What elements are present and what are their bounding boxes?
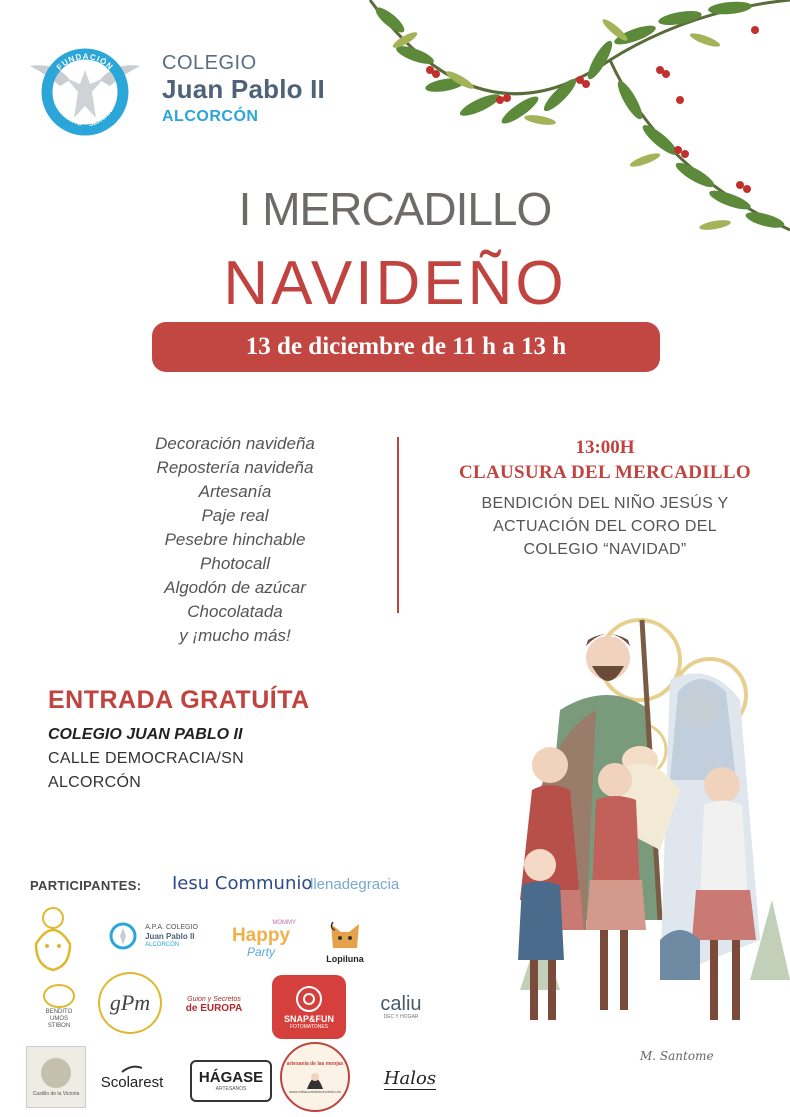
caliu-logo [368, 990, 434, 1024]
apa-colegio-logo [94, 918, 209, 954]
apa-emblem-icon [105, 921, 141, 951]
castillo-image-icon [41, 1058, 71, 1088]
happy-sub: Party [246, 945, 275, 959]
gpm-logo [98, 972, 162, 1034]
activity-item: Paje real [201, 506, 269, 525]
hagase-sub: ARTESANOS [215, 1086, 247, 1092]
event-title-line2: NAVIDEÑO [223, 249, 567, 318]
artesania-top: artesania de las monjas [286, 1060, 344, 1067]
iesu-communio-logo: Iesu Communio [172, 873, 313, 894]
scolarest-logo [96, 1060, 168, 1094]
closing-time: 13:00H [575, 437, 635, 458]
school-name: Juan Pablo II [162, 74, 325, 104]
closing-desc-line: COLEGIO “NAVIDAD” [523, 541, 687, 558]
activities-list [110, 432, 360, 648]
lemon-icon [41, 981, 77, 1009]
activity-item: Artesanía [198, 482, 272, 501]
lopiluna-text: Lopiluna [326, 954, 364, 964]
halos-logo [358, 1064, 462, 1094]
europa-line1: Guion y Secretos [187, 996, 241, 1003]
activity-item: Chocolatada [187, 602, 283, 621]
school-kicker: COLEGIO [162, 52, 257, 74]
snap-sub: FOTOMATONES [289, 1024, 329, 1030]
snap-text: SNAP&FUN [283, 1014, 334, 1024]
event-title-line1: I MERCADILLO [238, 183, 552, 235]
bendito-logo [32, 976, 86, 1034]
apa-line1: A.P.A. COLEGIO [145, 923, 198, 931]
activity-item: Photocall [200, 554, 270, 573]
emblem-text-top: FUNDACIÓN [54, 51, 116, 72]
activity-item: Repostería navideña [156, 458, 314, 477]
artesania-bottom: www.elbaucardelconvento.es [289, 1088, 341, 1094]
artesania-monjas-logo [280, 1042, 350, 1112]
event-date-banner: 13 de diciembre de 11 h a 13 h [152, 322, 660, 372]
lopiluna-logo [318, 912, 372, 970]
lady-face-logo [28, 904, 78, 974]
hagase-text: HÁGASE [198, 1069, 264, 1086]
castillo-text: Castillo de la Victoria [32, 1090, 80, 1097]
apa-line2: Juan Pablo II [145, 931, 195, 941]
emblem-text-left: EDUCATIO [54, 100, 83, 128]
happy-main: Happy [231, 925, 291, 946]
closing-desc-line: ACTUACIÓN DEL CORO DEL [493, 518, 717, 535]
holy-family-illustration [500, 600, 790, 1080]
scolarest-swoosh-icon [120, 1064, 144, 1074]
happy-party-logo [226, 914, 296, 964]
caliu-text: caliu [380, 993, 422, 1015]
apa-line3: ALCORCÓN [145, 941, 180, 948]
halos-text: Halos [383, 1068, 437, 1089]
caliu-sub: DEC Y HOGAR [383, 1014, 419, 1020]
closing-description [450, 492, 760, 561]
activity-item: y ¡mucho más! [179, 626, 291, 645]
hagase-logo [190, 1060, 272, 1102]
venue-street: CALLE DEMOCRACIA/SN [48, 750, 244, 767]
venue-name: COLEGIO JUAN PABLO II [48, 726, 243, 743]
snap-fun-logo [272, 975, 346, 1039]
scolarest-text: Scolarest [100, 1073, 164, 1091]
activity-item: Algodón de azúcar [164, 578, 306, 597]
castillo-victoria-logo [26, 1046, 86, 1108]
activity-item: Pesebre hinchable [164, 530, 306, 549]
free-entry-title: ENTRADA GRATUÍTA [48, 686, 310, 714]
emblem-text-right: SERVANDA [88, 99, 119, 129]
closing-desc-line: BENDICIÓN DEL NIÑO JESÚS Y [481, 495, 729, 512]
participants-label: PARTICIPANTES: [30, 878, 142, 893]
europa-line2: de EUROPA [185, 1003, 243, 1014]
happy-top: MOMMY [272, 920, 296, 926]
bendito-text: BENDITO UMOS STIBON [45, 1008, 73, 1029]
camera-shutter-icon [294, 984, 324, 1014]
fox-icon [325, 918, 365, 954]
activity-item: Decoración navideña [155, 434, 315, 453]
venue-city: ALCORCÓN [48, 774, 142, 791]
column-divider [397, 437, 399, 613]
foundation-emblem-logo [26, 40, 144, 136]
gpm-text: gPm [109, 990, 151, 1015]
school-city: ALCORCÓN [162, 108, 259, 125]
illustration-signature: M. Santome [640, 1049, 714, 1063]
nun-icon [303, 1067, 327, 1089]
llenadegracia-logo: llenadegracia [310, 876, 400, 893]
guion-europa-logo [172, 990, 256, 1020]
closing-title: CLAUSURA DEL MERCADILLO [459, 462, 751, 483]
